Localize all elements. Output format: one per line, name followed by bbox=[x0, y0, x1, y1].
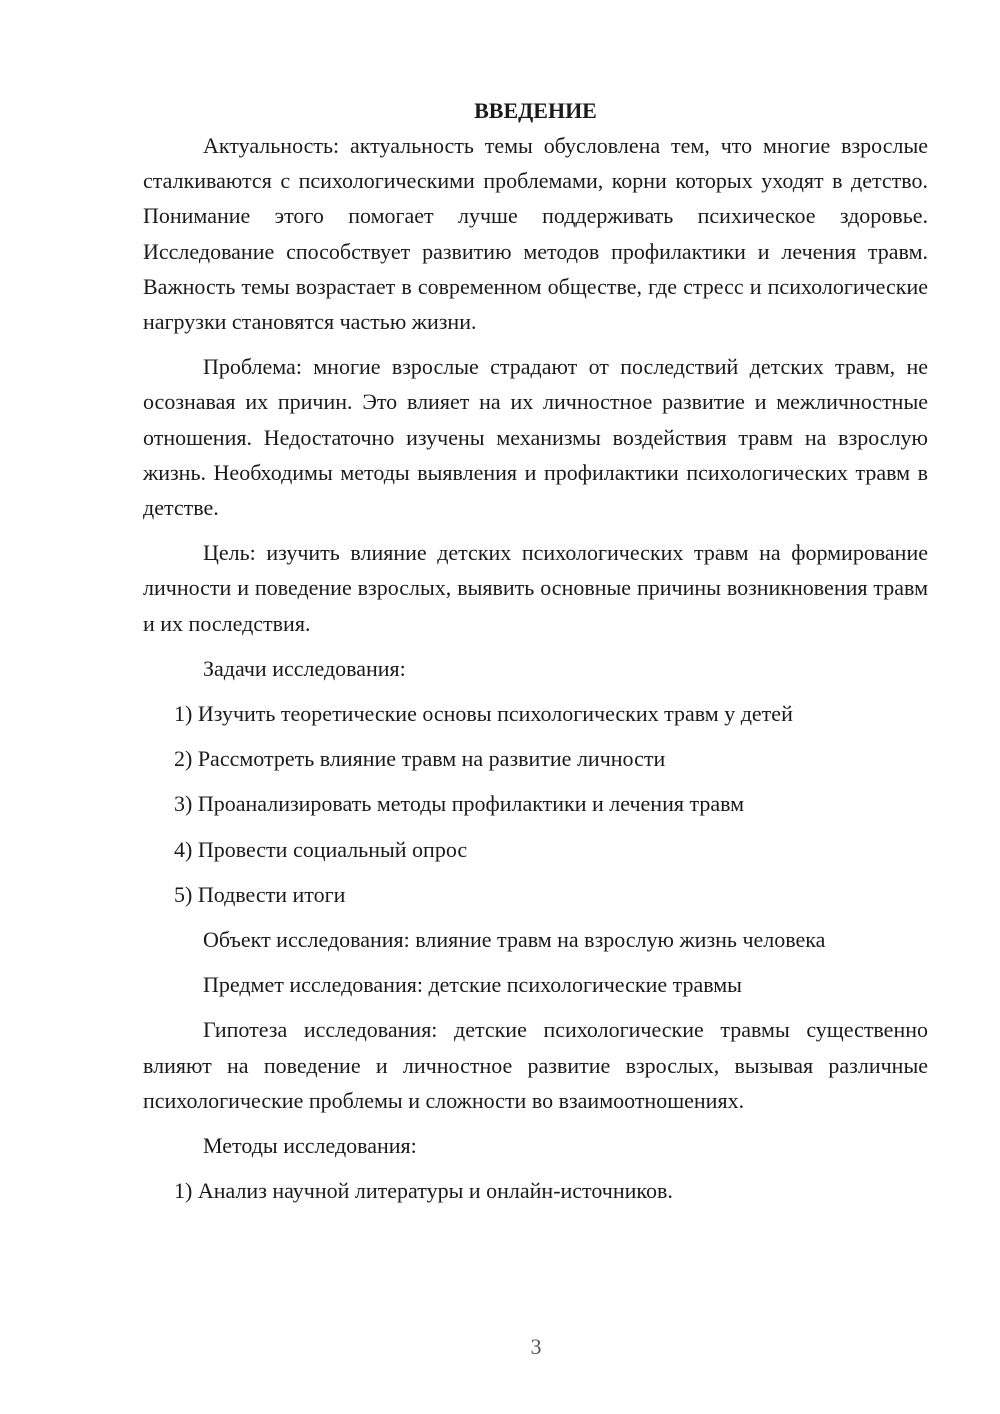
task-item: 1) Изучить теоретические основы психологических травм у детей bbox=[174, 701, 793, 727]
problem-paragraph: Проблема: многие взрослые страдают от последствий детских травм, не осознавая их причин. Это влияет на их личностное развитие и межличностные отношения. Недостаточно изучены механизмы воздействия травм на взрослую жизнь. Необходимы методы выявления и профилактики психологических травм в детстве. bbox=[143, 354, 928, 521]
object-paragraph: Объект исследования: влияние травм на взрослую жизнь человека bbox=[203, 927, 826, 953]
method-item: 1) Анализ научной литературы и онлайн-источников. bbox=[174, 1178, 673, 1204]
task-item: 3) Проанализировать методы профилактики и лечения травм bbox=[174, 791, 745, 817]
hypothesis-paragraph: Гипотеза исследования: детские психологические травмы существенно влияют на поведение и личностное развитие взрослых, вызывая различные психологические проблемы и сложности во взаимоотношениях. bbox=[143, 1017, 928, 1113]
tasks-heading: Задачи исследования: bbox=[203, 655, 406, 681]
task-item: 4) Провести социальный опрос bbox=[174, 836, 468, 862]
task-item: 5) Подвести итоги bbox=[174, 881, 346, 907]
relevance-paragraph: Актуальность: актуальность темы обусловлена тем, что многие взрослые сталкиваются с психологическими проблемами, корни которых уходят в детство. Понимание этого помогает лучше поддерживать психическое здоровье. Исследование способствует развитию методов профилактики и лечения травм. Важность темы возрастает в современном обществе, где стресс и психологические нагрузки становятся частью жизни. bbox=[143, 133, 928, 335]
task-item: 2) Рассмотреть влияние травм на развитие личности bbox=[174, 746, 666, 772]
section-title: ВВЕДЕНИЕ bbox=[474, 98, 597, 123]
goal-paragraph: Цель: изучить влияние детских психологических травм на формирование личности и поведение взрослых, выявить основные причины возникновения травм и их последствия. bbox=[143, 540, 928, 636]
document-page bbox=[143, 93, 928, 1218]
methods-heading: Методы исследования: bbox=[203, 1133, 417, 1159]
page-number: 3 bbox=[530, 1334, 542, 1359]
subject-paragraph: Предмет исследования: детские психологические травмы bbox=[203, 972, 742, 998]
